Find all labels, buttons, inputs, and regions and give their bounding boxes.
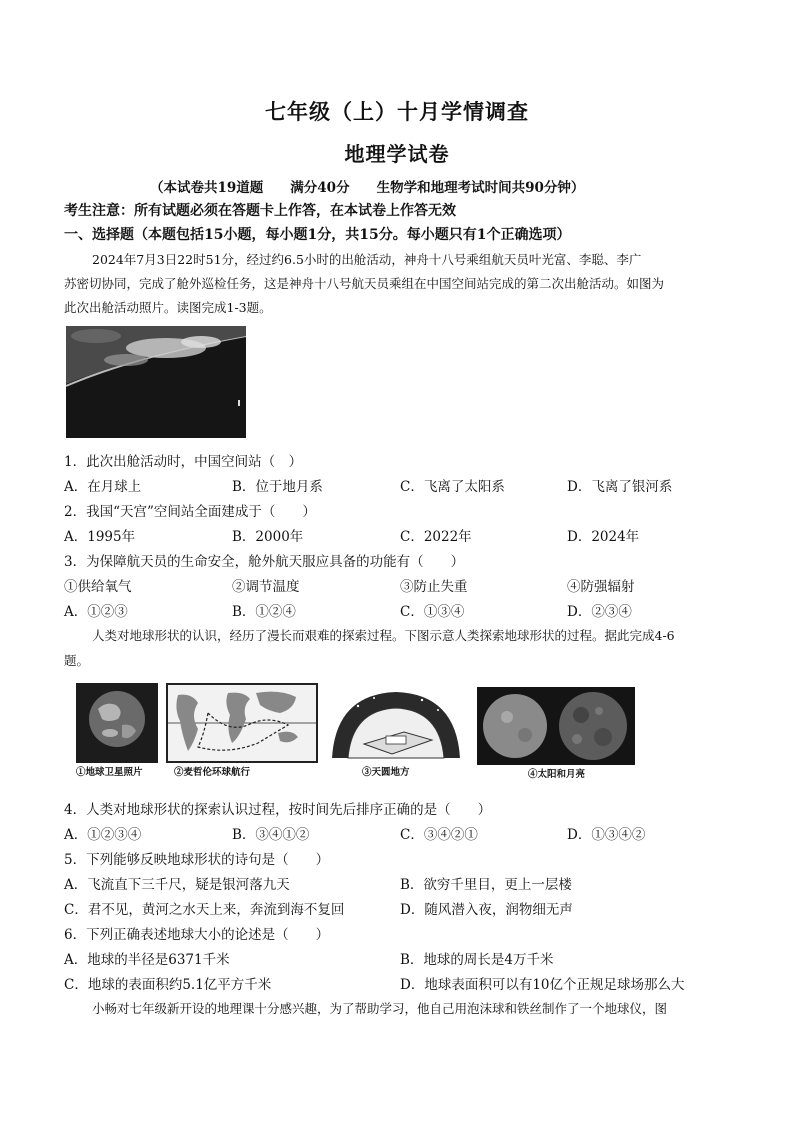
q4-option-d[interactable]: D．①③④② <box>567 827 646 843</box>
q6-option-d[interactable]: D．地球表面积可以有10亿个正规足球场那么大 <box>400 977 685 993</box>
spacewalk-photo <box>66 326 246 438</box>
passage1-line-3: 此次出舱活动照片。读图完成1-3题。 <box>64 300 272 315</box>
exam-subtitle: 地理学试卷 <box>344 142 450 166</box>
q2-option-a[interactable]: A．1995年 <box>64 529 136 545</box>
q2-stem: 2．我国“天宫”空间站全面建成于（ ） <box>64 504 316 520</box>
q3-option-d[interactable]: D．②③④ <box>567 604 632 620</box>
q1-option-d[interactable]: D．飞离了银河系 <box>567 479 673 495</box>
q5-option-a[interactable]: A．飞流直下三千尺，疑是银河落九天 <box>64 877 290 893</box>
figure2-caption-2: ②麦哲伦环球航行 <box>174 767 251 778</box>
passage3-line-1: 小畅对七年级新开设的地理课十分感兴趣，为了帮助学习，他自己用泡沫球和铁丝制作了一个地球仪，图 <box>92 1001 668 1016</box>
passage2-line-1: 人类对地球形状的认识，经历了漫长而艰难的探索过程。下图示意人类探索地球形状的过程。据此完成4-6 <box>92 628 675 643</box>
q6-option-b[interactable]: B．地球的周长是4万千米 <box>400 952 554 968</box>
dome-sky-icon <box>328 688 464 764</box>
q2-option-d[interactable]: D．2024年 <box>567 529 640 545</box>
section1-heading: 一、选择题（本题包括15小题，每小题1分，共15分。每小题只有1个正确选项） <box>64 227 571 243</box>
round-sky-square-earth <box>328 688 464 764</box>
q5-option-c[interactable]: C．君不见，黄河之水天上来，奔流到海不复回 <box>64 902 345 918</box>
q3-item-4: ④防强辐射 <box>567 579 635 595</box>
q5-option-d[interactable]: D．随风潜入夜，润物细无声 <box>400 902 573 918</box>
q6-option-a[interactable]: A．地球的半径是6371千米 <box>64 952 230 968</box>
world-map-icon <box>168 685 316 761</box>
q3-option-a[interactable]: A．①②③ <box>64 604 128 620</box>
figure2-caption-1: ①地球卫星照片 <box>76 767 143 778</box>
q2-option-c[interactable]: C．2022年 <box>400 529 472 545</box>
q3-option-c[interactable]: C．①③④ <box>400 604 465 620</box>
q4-option-a[interactable]: A．①②③④ <box>64 827 142 843</box>
q5-stem: 5．下列能够反映地球形状的诗句是（ ） <box>64 852 330 868</box>
passage1-line-2: 苏密切协同，完成了舱外巡检任务，这是神舟十八号航天员乘组在中国空间站完成的第二次出舱活动。如图为 <box>64 276 665 291</box>
satellite-photo <box>76 683 158 763</box>
q1-stem: 1．此次出舱活动时，中国空间站（ ） <box>64 454 303 470</box>
exam-info: （本试卷共19道题 满分40分 生物学和地理考试时间共90分钟） <box>150 180 585 196</box>
sun-and-moon-photo <box>477 687 635 765</box>
figure2-caption-3: ③天圆地方 <box>362 767 410 778</box>
q4-option-b[interactable]: B．③④①② <box>232 827 310 843</box>
sun-moon-icon <box>477 687 635 765</box>
earth-globe-icon <box>76 683 158 763</box>
magellan-route-map <box>166 683 318 763</box>
q3-stem: 3．为保障航天员的生命安全，舱外航天服应具备的功能有（ ） <box>64 554 465 570</box>
q1-option-b[interactable]: B．位于地月系 <box>232 479 323 495</box>
passage2-line-2: 题。 <box>64 653 90 668</box>
figure2-caption-4: ④太阳和月亮 <box>528 769 586 780</box>
q1-option-c[interactable]: C．飞离了太阳系 <box>400 479 505 495</box>
q3-item-1: ①供给氧气 <box>64 579 132 595</box>
q5-option-b[interactable]: B．欲穷千里目，更上一层楼 <box>400 877 572 893</box>
q6-stem: 6．下列正确表述地球大小的论述是（ ） <box>64 927 330 943</box>
q3-option-b[interactable]: B．①②④ <box>232 604 296 620</box>
earth-horizon-icon <box>66 326 246 438</box>
q4-option-c[interactable]: C．③④②① <box>400 827 478 843</box>
q1-option-a[interactable]: A．在月球上 <box>64 479 142 495</box>
q2-option-b[interactable]: B．2000年 <box>232 529 304 545</box>
q3-item-2: ②调节温度 <box>232 579 300 595</box>
exam-notice: 考生注意：所有试题必须在答题卡上作答，在本试卷上作答无效 <box>64 203 456 219</box>
passage1-line-1: 2024年7月3日22时51分，经过约6.5小时的出舱活动，神舟十八号乘组航天员叶光富、李聪、李广 <box>92 252 642 267</box>
q6-option-c[interactable]: C．地球的表面积约5.1亿平方千米 <box>64 977 272 993</box>
q3-item-3: ③防止失重 <box>400 579 468 595</box>
q4-stem: 4．人类对地球形状的探索认识过程，按时间先后排序正确的是（ ） <box>64 802 492 818</box>
exam-title: 七年级（上）十月学情调查 <box>265 99 529 124</box>
